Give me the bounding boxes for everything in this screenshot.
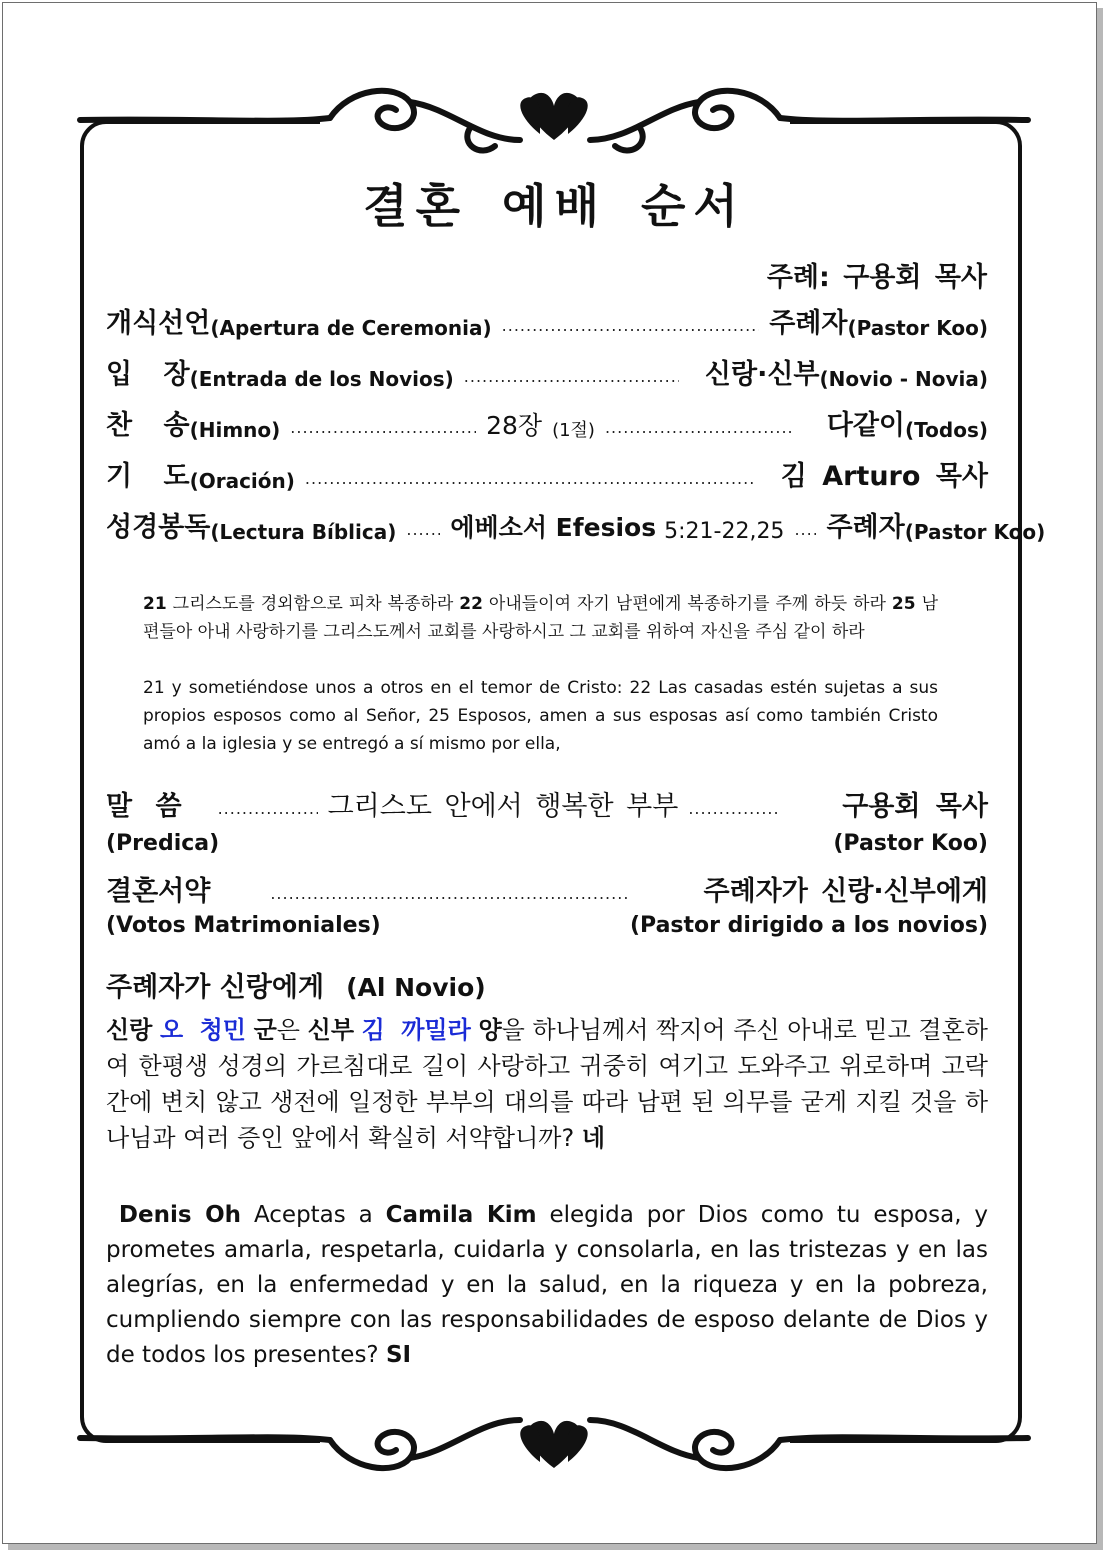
verse-number: 21 [143,594,167,614]
vow-text: elegida por Dios como tu esposa, y prometes amarla, respetarla, cuidarla y consolarla, en las tristezas y en las alegrías, en la enfermedad y en la salud, en la riqueza y en la pobreza, cumpliendo siempre con las responsabilidades de esposo delante de Dios y de todos los presentes? [106,1202,989,1368]
groom-heading-ko: 주례자가 신랑에게 [106,972,325,1003]
scripture-spanish [143,674,938,758]
vow-text: 을 하나님께서 짝지어 주신 아내로 믿고 결혼하여 한평생 성경의 가르침대로 길이 사랑하고 귀중히 여기고 도와주고 위로하며 고락간에 변치 않고 생전에 일정한 부부의 대의를 따라 남편 된 의무를 굳게 지킬 것을 하나님과 여러 증인 앞에서 확실히 서약합니까? [106,1016,988,1152]
top-ornament-icon [0,78,1109,168]
sermon-es: (Predica) [106,831,220,856]
scripture-korean [143,590,938,646]
vow-text: Aceptas a [253,1202,373,1228]
groom-section-heading [106,965,486,1004]
vows-resp-es: (Pastor dirigido a los novios) [630,913,988,938]
groom-vow-korean [106,1012,988,1156]
dot-leader [290,420,476,436]
sermon-resp-es: (Pastor Koo) [833,831,988,856]
dot-leader [464,369,679,385]
order-item-es: (Himno) [189,418,281,442]
order-row-opening [106,300,988,340]
groom-vow-spanish [106,1198,988,1373]
dot-leader [688,801,780,817]
order-item-ko: 기 도 [106,461,190,492]
vow-word: 군 [253,1016,277,1044]
scripture-book: 에베소서 Efesios [450,513,657,542]
order-item-ko: 개식선언 [106,308,211,339]
vow-word: 은 [276,1016,300,1044]
order-row-entrance [106,351,988,391]
order-resp-ko: 다같이 [826,410,906,441]
groom-name: Denis Oh [118,1202,242,1228]
dot-leader [406,522,440,538]
order-resp-es: (Todos) [905,418,988,442]
order-resp-es: (Pastor Koo) [847,316,988,340]
verse-number: 22 [629,678,652,698]
groom-heading-es: (Al Novio) [346,973,486,1002]
dot-leader [605,420,791,436]
vows-es: (Votos Matrimoniales) [106,913,381,938]
bride-name: 김 까밀라 [361,1016,471,1044]
verse-text: 남편들아 아내 사랑하기를 그리스도께서 교회를 사랑하시고 그 교회를 위하여 자신을 주심 같이 하라 [143,594,938,642]
verse-number: 25 [891,594,916,614]
order-resp-ko: 신랑·신부 [704,359,820,390]
order-resp-ko: 주례자 [826,512,905,543]
order-item-es: (Oración) [189,469,295,493]
groom-name: 오 청민 [160,1016,246,1044]
verse-text: 그리스도를 경외함으로 피차 복종하라 [172,594,454,614]
order-item-ko: 말 씀 [106,791,182,822]
bride-name: Camila Kim [385,1202,537,1228]
order-item-ko: 성경봉독 [106,512,211,543]
dot-leader [794,522,816,538]
vow-answer: SI [385,1342,412,1368]
order-resp-es: (Pastor Koo) [904,520,1046,544]
order-row-prayer [106,453,988,493]
order-row-sermon [106,783,988,823]
order-item-ko: 결혼서약 [106,876,211,907]
verse-number: 25 [428,706,450,726]
page-title: 결혼 예배 순서 [363,179,746,233]
vow-answer: 네 [581,1124,606,1152]
verse-text: Esposos, amen a sus esposas así como también Cristo amó a la iglesia y se entregó a sí mismo por ella, [143,706,939,754]
dot-leader [270,886,628,902]
vow-word: 신랑 [106,1016,153,1044]
order-item-ko: 입 장 [106,359,190,390]
order-resp-ko: 김 Arturo 목사 [780,461,988,492]
verse-number: 22 [459,594,483,614]
vow-word: 양 [478,1016,502,1044]
bottom-ornament-icon [0,1398,1109,1488]
hymn-number: 28장 [486,411,543,440]
dot-leader [218,801,318,817]
order-resp-ko: 구용회 목사 [842,791,988,822]
order-item-es: (Entrada de los Novios) [189,367,454,391]
order-row-vows [106,868,988,908]
dot-leader [305,471,755,487]
scripture-ref: 5:21-22,25 [664,519,785,544]
verse-text: y sometiéndose unos a otros en el temor de Cristo: [171,678,623,698]
order-item-es: (Apertura de Ceremonia) [210,316,492,340]
order-resp-ko: 주례자가 신랑·신부에게 [703,876,988,907]
presider-line: 주례: 구용회 목사 [766,262,987,293]
hymn-verse: (1절) [552,420,595,441]
order-item-es: (Lectura Bíblica) [210,520,397,544]
order-resp-es: (Novio - Novia) [819,367,988,391]
dot-leader [502,318,760,334]
verse-text: Las casadas estén sujetas a sus propios esposos como al Señor, [143,678,939,726]
verse-text: 아내들이여 자기 남편에게 복종하기를 주께 하듯 하라 [488,594,886,614]
sermon-topic: 그리스도 안에서 행복한 부부 [327,791,679,822]
verse-number: 21 [143,678,165,698]
order-row-hymn [106,402,988,442]
order-row-reading [106,504,1046,544]
order-item-ko: 찬 송 [106,410,190,441]
order-resp-ko: 주례자 [769,308,848,339]
vow-word: 신부 [307,1016,355,1044]
